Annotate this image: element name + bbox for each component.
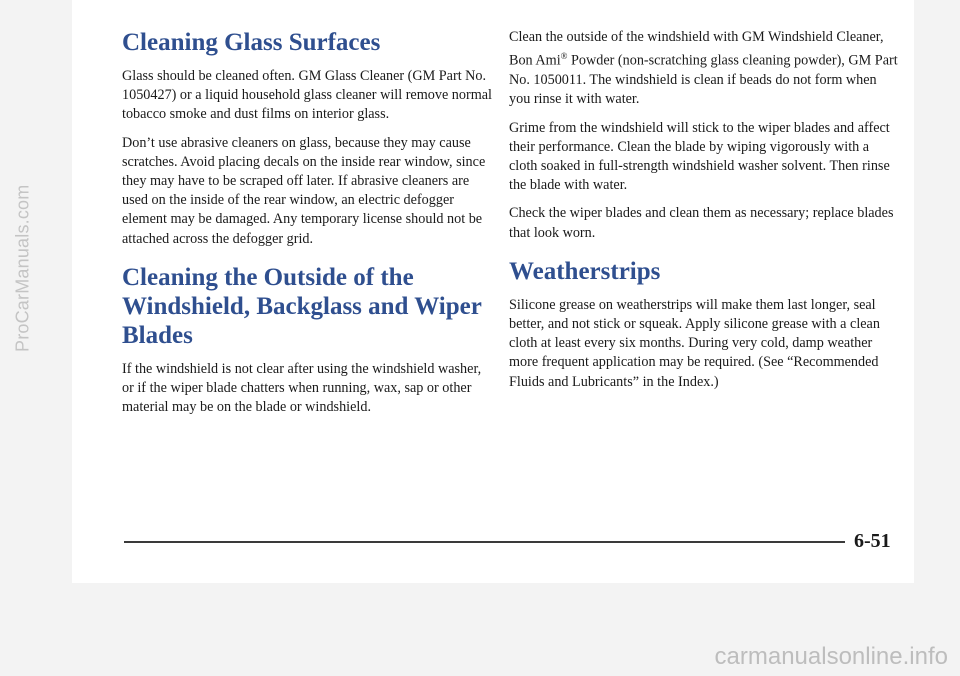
heading-weatherstrips: Weatherstrips [509,257,661,285]
paragraph-check-wiper-blades: Check the wiper blades and clean them as necessary; replace blades that look worn. [509,205,894,241]
side-watermark: ProCarManuals.com [12,184,33,352]
heading-cleaning-glass-surfaces: Cleaning Glass Surfaces [122,29,381,56]
paragraph-weatherstrips: Silicone grease on weatherstrips will make them last longer, seal better, and not stick or squeak. Apply silicone grease with a clean cloth at least every six months. During very cold, damp weather more frequent application may be required. (See “Recommended Fluids and Lubricants” in the Index.) [509,296,880,390]
text-part: Powder (non-scratching glass cleaning powder), GM Part No. 1050011. The windshield is clean if beads do not form when you rinse it with water. [509,52,898,108]
paragraph-windshield-not-clear: If the windshield is not clear after using the windshield washer, or if the wiper blade chatters when running, wax, sap or other material may be on the blade or windshield. [122,360,482,416]
footer-watermark: carmanualsonline.info [714,643,948,670]
left-column [122,28,494,426]
heading-cleaning-windshield: Cleaning the Outside of the Windshield, Backglass and Wiper Blades [122,263,482,349]
text-part: Clean the outside of the windshield with GM Windshield Cleaner, Bon Ami [509,29,884,69]
paragraph-grime-wiper-blades: Grime from the windshield will stick to the wiper blades and affect their performance. Clean the blade by wiping vigorously with a cloth soaked in full-strength windshield washer solvent. Then rinse the blade with water. [509,119,890,194]
paragraph-clean-outside-windshield [509,28,901,110]
paragraph-glass-cleaner: Glass should be cleaned often. GM Glass Cleaner (GM Part No. 1050427) or a liquid household glass cleaner will remove normal tobacco smoke and dust films on interior glass. [122,68,492,123]
registered-mark: ® [560,51,568,62]
right-column [509,28,901,401]
paragraph-abrasive-cleaners: Don’t use abrasive cleaners on glass, because they may cause scratches. Avoid placing decals on the inside rear window, since they may have to be scraped off later. If abrasive cleaners are used on the inside of the rear window, an electric defogger element may be damaged. Any temporary license should not be attached across the defogger grid. [122,134,486,247]
footer-rule [124,541,845,543]
page-number: 6-51 [854,530,891,552]
